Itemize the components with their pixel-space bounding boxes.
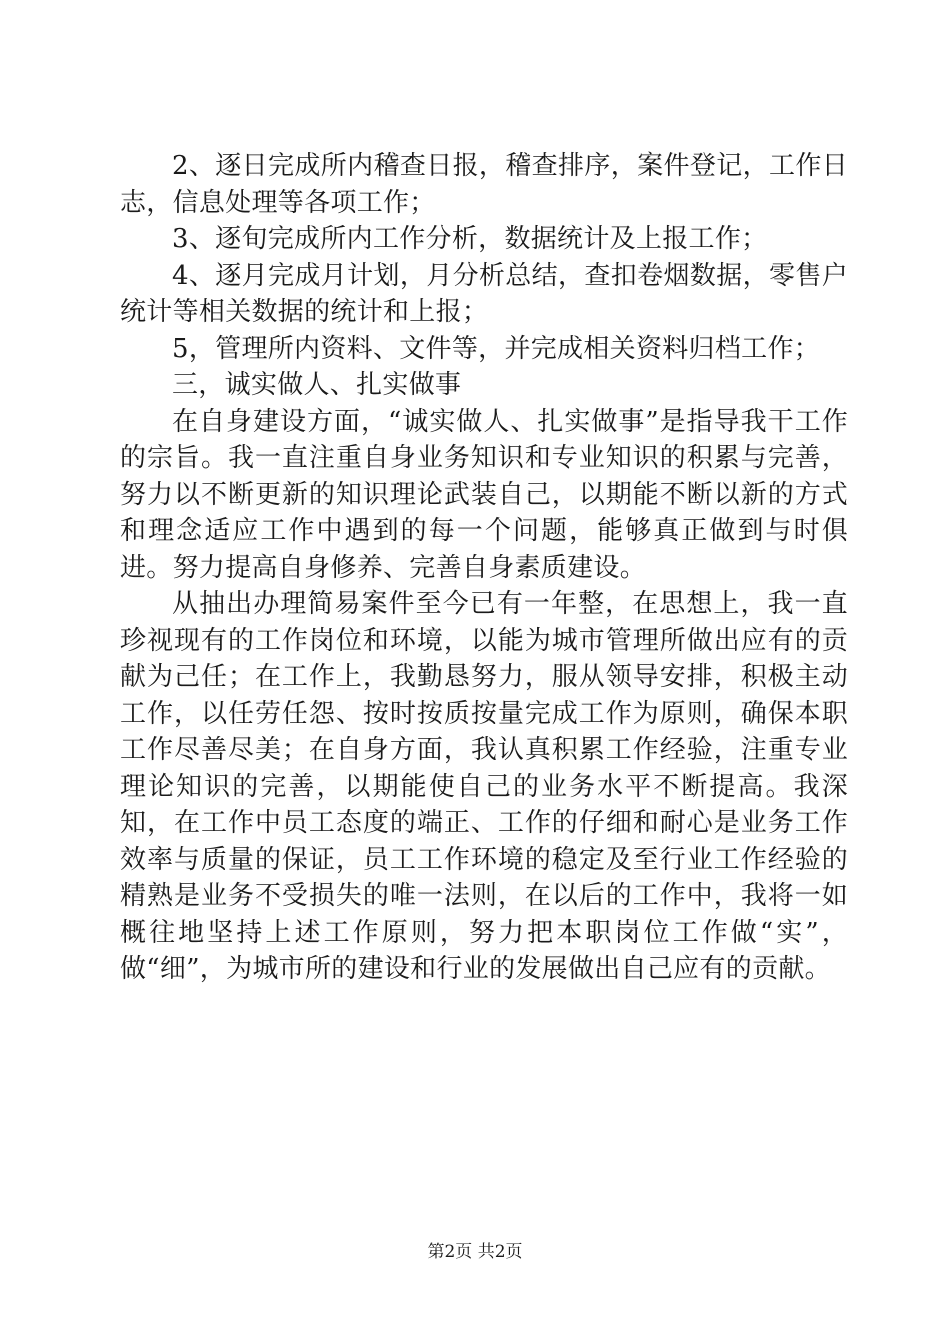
paragraph-self-building: 在自身建设方面，“诚实做人、扎实做事”是指导我干工作的宗旨。我一直注重自身业务知识和专业知识的积累与完善，努力以不断更新的知识理论武装自己，以期能不断以新的方式和理念适应工作中遇到的每一个问题，能够真正做到与时俱进。努力提高自身修养、完善自身素质建设。 bbox=[120, 406, 848, 583]
paragraph-item-2: 2、逐日完成所内稽查日报，稽查排序，案件登记，工作日志，信息处理等各项工作； bbox=[120, 151, 848, 218]
paragraph-item-4: 4、逐月完成月计划，月分析总结，查扣卷烟数据，零售户统计等相关数据的统计和上报； bbox=[120, 260, 848, 327]
body-text bbox=[120, 148, 848, 988]
paragraph-summary: 从抽出办理简易案件至今已有一年整，在思想上，我一直珍视现有的工作岗位和环境，以能为城市管理所做出应有的贡献为己任；在工作上，我勤恳努力，服从领导安排，积极主动工作，以任劳任怨、按时按质按量完成工作为原则，确保本职工作尽善尽美；在自身方面，我认真积累工作经验，注重专业理论知识的完善，以期能使自己的业务水平不断提高。我深知，在工作中员工态度的端正、工作的仔细和耐心是业务工作效率与质量的保证，员工工作环境的稳定及至行业工作经验的精熟是业务不受损失的唯一法则，在以后的工作中，我将一如概往地坚持上述工作原则，努力把本职岗位工作做“实”，做“细”，为城市所的建设和行业的发展做出自己应有的贡献。 bbox=[120, 589, 848, 984]
paragraph-item-3: 3、逐旬完成所内工作分析，数据统计及上报工作； bbox=[172, 224, 768, 254]
paragraph-item-5: 5，管理所内资料、文件等，并完成相关资料归档工作； bbox=[172, 333, 821, 364]
page-footer: 第2页 共2页 bbox=[427, 1242, 523, 1262]
section-heading-3: 三，诚实做人、扎实做事 bbox=[172, 370, 462, 400]
